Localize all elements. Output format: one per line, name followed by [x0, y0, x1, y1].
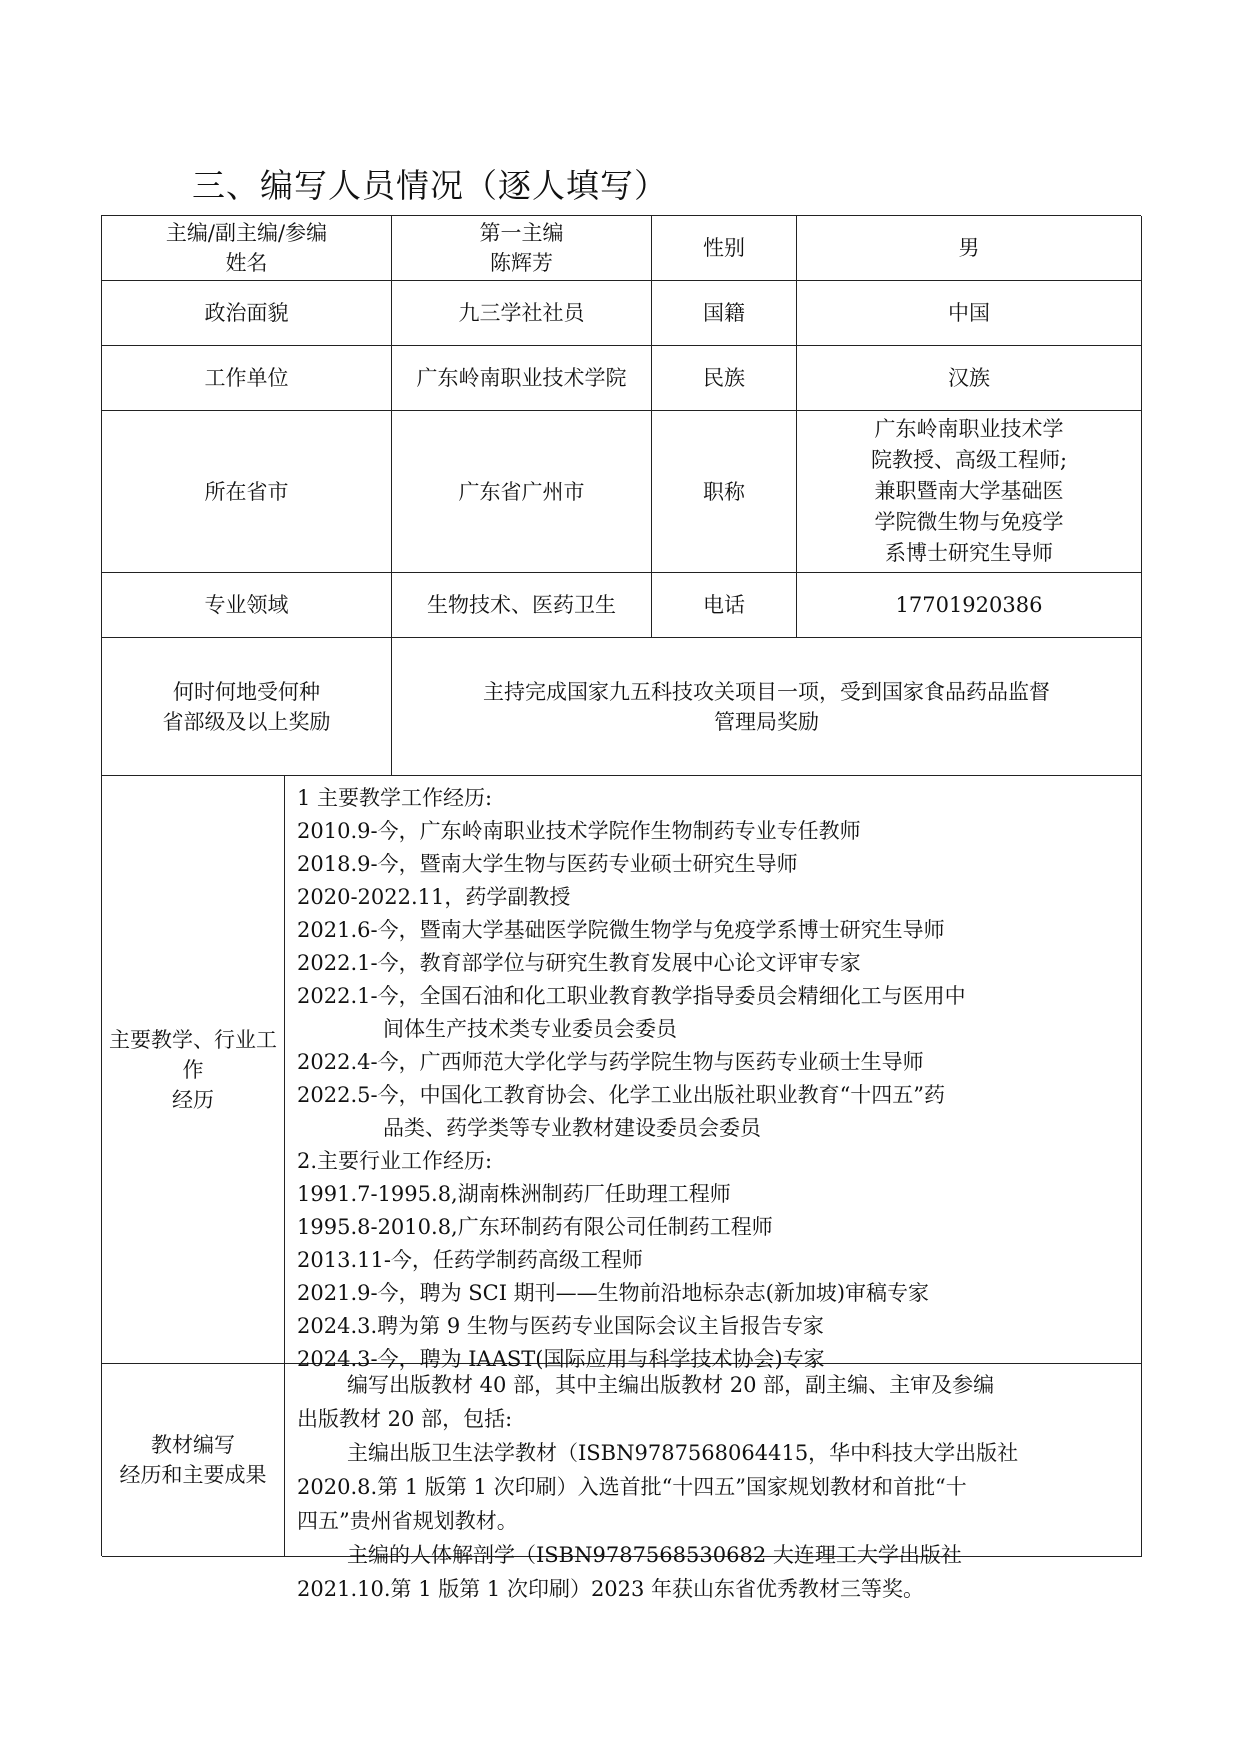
province-label: 所在省市 — [102, 411, 392, 573]
nationality-label: 国籍 — [652, 281, 797, 346]
paragraph-line: 2021.10.第 1 版第 1 次印刷）2023 年获山东省优秀教材三等奖。 — [297, 1577, 925, 1601]
list-item: 2024.3-今，聘为 IAAST(国际应用与科学技术协会)专家 — [297, 1347, 825, 1371]
gender-label: 性别 — [652, 216, 797, 281]
employer-label: 工作单位 — [102, 346, 392, 411]
list-item: 1995.8-2010.8,广东环制药有限公司任制药工程师 — [297, 1215, 773, 1239]
awards-value — [392, 638, 1142, 776]
role-label-line1: 主编/副主编/参编 — [165, 221, 328, 245]
province-value: 广东省广州市 — [392, 411, 652, 573]
textbook-achievements — [285, 1364, 1142, 1601]
experience-label — [102, 776, 285, 1364]
experience-list — [285, 776, 1142, 1371]
list-item: 2013.11-今，任药学制药高级工程师 — [297, 1248, 643, 1272]
phone-label: 电话 — [652, 573, 797, 638]
textbook-label — [102, 1364, 285, 1557]
role-label-line2: 姓名 — [225, 251, 268, 275]
paragraph-line: 四五”贵州省规划教材。 — [297, 1509, 518, 1533]
list-item: 2018.9-今，暨南大学生物与医药专业硕士研究生导师 — [297, 852, 798, 876]
nationality-value: 中国 — [797, 281, 1142, 346]
list-item: 2022.4-今，广西师范大学化学与药学院生物与医药专业硕士生导师 — [297, 1050, 924, 1074]
field-value: 生物技术、医药卫生 — [392, 573, 652, 638]
title-line: 兼职暨南大学基础医 — [874, 479, 1064, 503]
title-value — [797, 411, 1142, 573]
list-item: 2022.1-今，教育部学位与研究生教育发展中心论文评审专家 — [297, 951, 861, 975]
title-label: 职称 — [652, 411, 797, 573]
list-item: 2022.5-今，中国化工教育协会、化学工业出版社职业教育“十四五”药 — [297, 1083, 946, 1107]
list-item: 2021.6-今，暨南大学基础医学院微生物学与免疫学系博士研究生导师 — [297, 918, 945, 942]
list-item: 2010.9-今，广东岭南职业技术学院作生物制药专业专任教师 — [297, 819, 861, 843]
list-item: 间体生产技术类专业委员会委员 — [383, 1017, 677, 1041]
role-value: 第一主编 — [479, 221, 564, 245]
ethnicity-label: 民族 — [652, 346, 797, 411]
employer-value: 广东岭南职业技术学院 — [392, 346, 652, 411]
list-item: 2022.1-今，全国石油和化工职业教育教学指导委员会精细化工与医用中 — [297, 984, 966, 1008]
list-item: 2024.3.聘为第 9 生物与医药专业国际会议主旨报告专家 — [297, 1314, 824, 1338]
experience-label-line1: 主要教学、行业工作 — [109, 1027, 277, 1082]
textbook-label-line1: 教材编写 — [151, 1433, 235, 1457]
gender-value: 男 — [797, 216, 1142, 281]
political-label: 政治面貌 — [102, 281, 392, 346]
title-line: 广东岭南职业技术学 — [874, 417, 1064, 441]
author-name: 陈辉芳 — [490, 251, 553, 275]
awards-label-line1: 何时何地受何种 — [173, 679, 320, 704]
political-value: 九三学社社员 — [392, 281, 652, 346]
awards-value-line2: 管理局奖励 — [714, 709, 819, 734]
author-info-table — [101, 215, 1141, 1601]
role-name-value — [392, 216, 652, 281]
awards-label — [102, 638, 392, 776]
list-item: 1991.7-1995.8,湖南株洲制药厂任助理工程师 — [297, 1182, 731, 1206]
ethnicity-value: 汉族 — [797, 346, 1142, 411]
list-item: 1 主要教学工作经历: — [297, 786, 493, 810]
paragraph-line: 主编的人体解剖学（ISBN9787568530682 大连理工大学出版社 — [347, 1543, 962, 1567]
awards-value-line1: 主持完成国家九五科技攻关项目一项，受到国家食品药品监督 — [483, 679, 1050, 704]
paragraph-line: 编写出版教材 40 部，其中主编出版教材 20 部，副主编、主审及参编 — [347, 1373, 995, 1397]
paragraph-line: 出版教材 20 部，包括: — [297, 1407, 513, 1431]
paragraph-line: 2020.8.第 1 版第 1 次印刷）入选首批“十四五”国家规划教材和首批“十 — [297, 1475, 967, 1499]
role-name-label — [102, 216, 392, 281]
title-line: 学院微生物与免疫学 — [874, 510, 1064, 534]
list-item: 2021.9-今，聘为 SCI 期刊——生物前沿地标杂志(新加坡)审稿专家 — [297, 1281, 930, 1305]
field-label: 专业领域 — [102, 573, 392, 638]
title-line: 系博士研究生导师 — [885, 541, 1053, 565]
list-item: 品类、药学类等专业教材建设委员会委员 — [383, 1116, 761, 1140]
textbook-label-line2: 经历和主要成果 — [119, 1463, 267, 1487]
section-heading: 三、编写人员情况（逐人填写） — [192, 166, 668, 205]
awards-label-line2: 省部级及以上奖励 — [162, 709, 331, 734]
paragraph-line: 主编出版卫生法学教材（ISBN9787568064415，华中科技大学出版社 — [347, 1441, 1019, 1465]
title-line: 院教授、高级工程师; — [870, 448, 1068, 472]
phone-value: 17701920386 — [797, 573, 1142, 638]
list-item: 2.主要行业工作经历: — [297, 1149, 493, 1173]
experience-label-line2: 经历 — [172, 1087, 214, 1112]
list-item: 2020-2022.11，药学副教授 — [297, 885, 571, 909]
